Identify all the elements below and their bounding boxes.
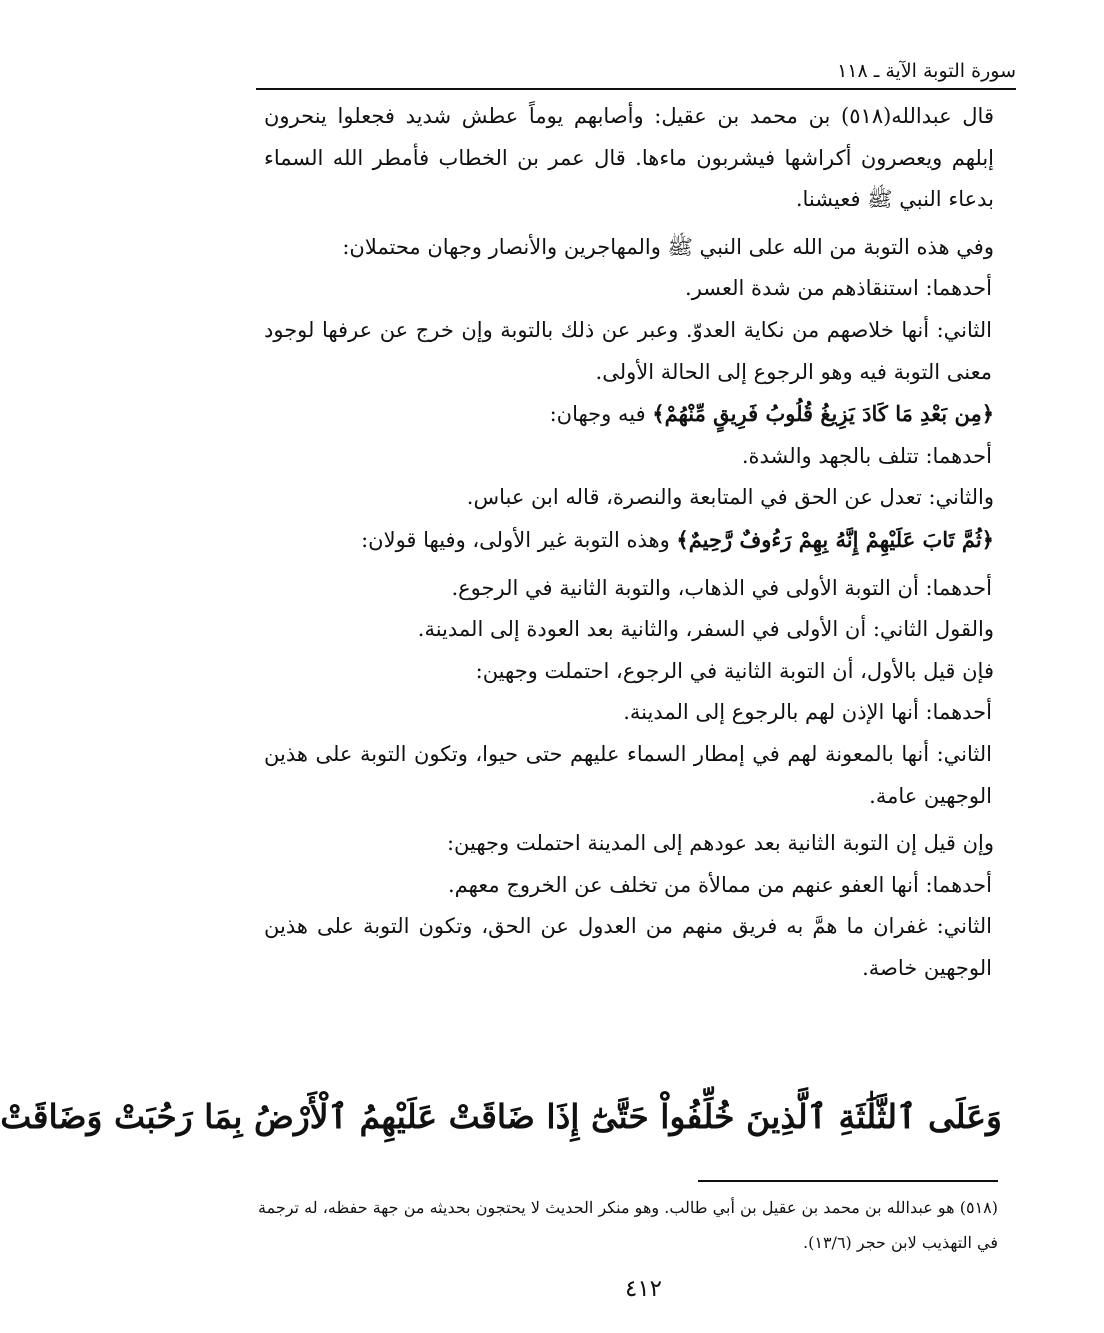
paragraph-verse-2: [264, 519, 1004, 562]
running-header: [256, 52, 1016, 90]
paragraph-verse-1: [264, 393, 1004, 436]
paragraph-first-opinion: أحدهما: أن التوبة الأولى في الذهاب، والتوبة الثانية في الرجوع.: [451, 575, 992, 600]
paragraph-second-aspect: الثاني: أنها خلاصهم من نكاية العدوّ. وعبر عن ذلك بالتوبة وإن خرج عن عرفها لوجود معنى التوبة فيه وهو الرجوع إلى الحالة الأولى.: [264, 317, 992, 384]
quran-verse-line: وَعَلَى ٱلثَّلَٰثَةِ ٱلَّذِينَ خُلِّفُواْ حَتَّىٰٓ إِذَا ضَاقَتْ عَلَيْهِمُ ٱلْأَرْضُ بِمَا رَحُبَتْ وَضَاقَتْ: [0, 1097, 1002, 1136]
verse-1-quote: ﴿مِن بَعْدِ مَا كَادَ يَزِيغُ قُلُوبُ فَرِيقٍ مِّنْهُمْ﴾: [652, 401, 994, 427]
paragraph-first-aspect: أحدهما: استنقاذهم من شدة العسر.: [685, 276, 992, 301]
page-number: ٤١٢: [624, 1276, 663, 1302]
paragraph-forgiveness: أحدهما: أنها العفو عنهم من ممالأة من تخلف عن الخروج معهم.: [447, 872, 992, 897]
footnote-text: (٥١٨) هو عبدالله بن محمد بن عقيل بن أبي طالب. وهو منكر الحديث لا يحتجون بحديثه من جهة حفظه، له ترجمة في التهذيب لابن حجر (١٣/٦).: [258, 1198, 998, 1252]
running-title: سورة التوبة الآية ـ ١١٨: [837, 60, 1016, 82]
paragraph-second-opinion: والقول الثاني: أن الأولى في السفر، والثانية بعد العودة إلى المدينة.: [417, 617, 994, 642]
paragraph-verse-1-second: والثاني: تعدل عن الحق في المتابعة والنصرة، قاله ابن عباس.: [466, 485, 994, 510]
paragraph-two-aspects: وفي هذه التوبة من الله على النبي ﷺ والمهاجرين والأنصار وجهان محتملان:: [342, 234, 994, 259]
paragraph-pardon: الثاني: غفران ما همَّ به فريق منهم من العدول عن الحق، وتكون التوبة على هذين الوجهين خاصة.: [264, 914, 992, 980]
verse-1-comment: فيه وجهان:: [549, 402, 653, 427]
paragraph-if-first: فإن قيل بالأول، أن التوبة الثانية في الرجوع، احتملت وجهين:: [475, 658, 994, 683]
paragraph-verse-1-first: أحدهما: تتلف بالجهد والشدة.: [741, 443, 992, 468]
paragraph-rain-help: الثاني: أنها بالمعونة لهم في إمطار السماء عليهم حتى حيوا، وتكون التوبة على هذين الوجهين عامة.: [264, 741, 992, 808]
footnote-divider: [698, 1180, 998, 1182]
verse-2-quote: ﴿ثُمَّ تَابَ عَلَيْهِمْ إِنَّهُ بِهِمْ رَءُوفٌ رَّحِيمٌ﴾: [676, 526, 994, 552]
paragraph-ibn-aqil: قال عبدالله(٥١٨) بن محمد بن عقيل: وأصابهم يوماً عطش شديد فجعلوا ينحرون إبلهم ويعصرون أكراشها فيشربون ماءها. قال عمر بن الخطاب فأمطر الله السماء بدعاء النبي ﷺ فعيشنا.: [264, 104, 994, 212]
footnote: [258, 1190, 998, 1260]
paragraph-permission: أحدهما: أنها الإذن لهم بالرجوع إلى المدينة.: [623, 700, 992, 725]
paragraph-if-second: وإن قيل إن التوبة الثانية بعد عودهم إلى المدينة احتملت وجهين:: [446, 831, 994, 856]
body-text: [264, 96, 1004, 989]
verse-2-comment: وهذه التوبة غير الأولى، وفيها قولان:: [361, 527, 677, 552]
